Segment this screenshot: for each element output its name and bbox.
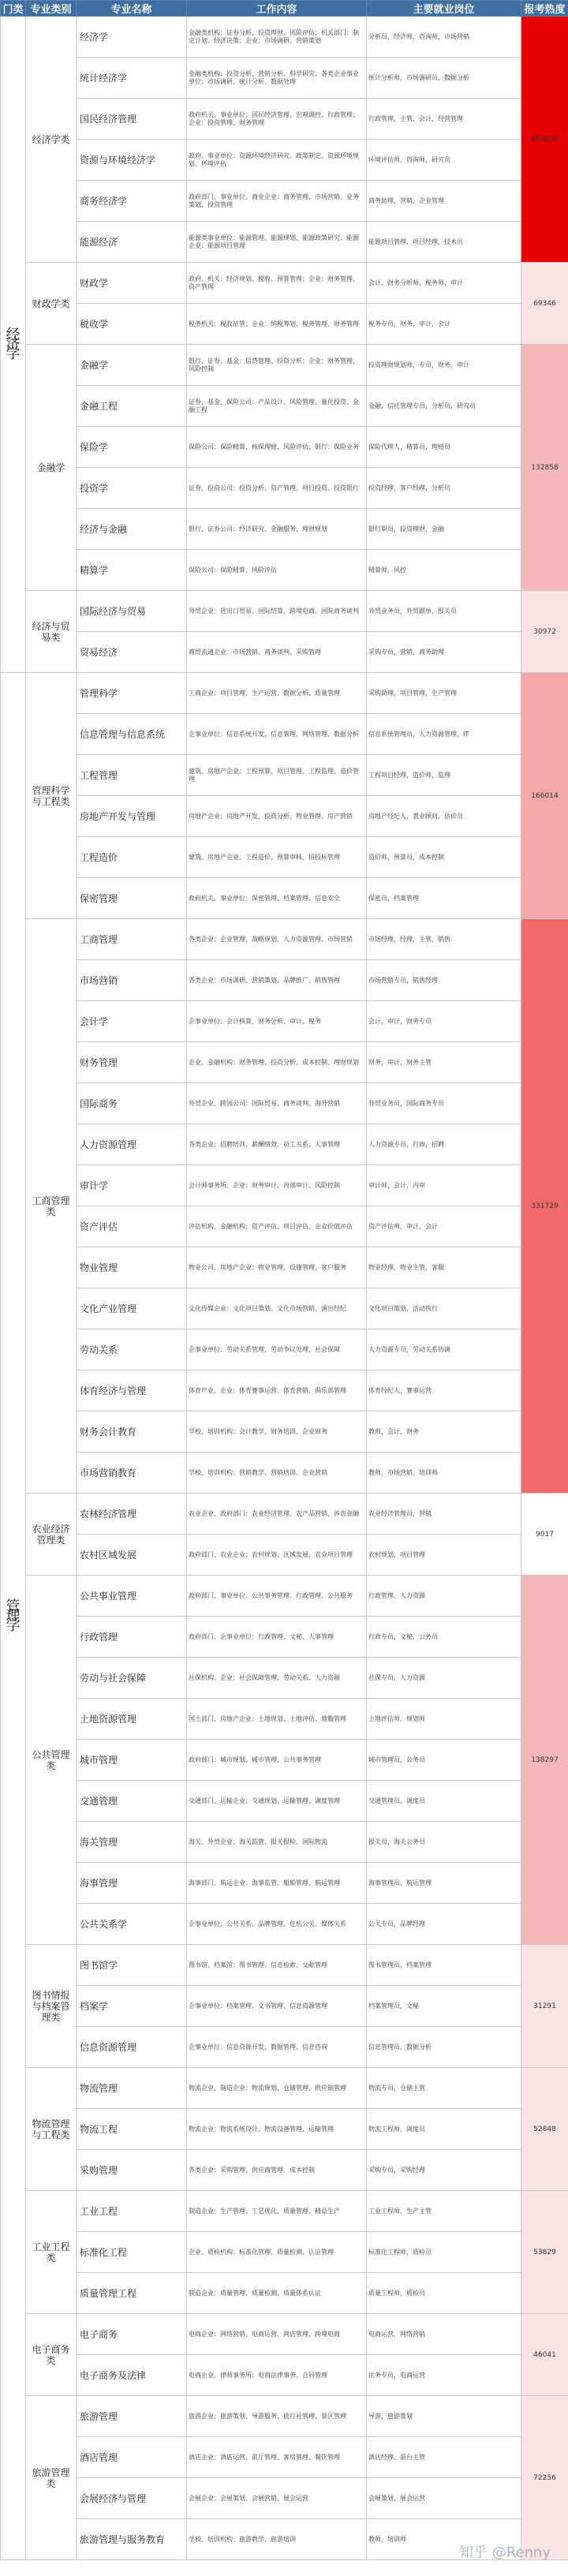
heat-cell: 30972 [521,591,568,673]
heat-cell: 464034 [521,17,568,263]
job-cell: 会计，审计，财务专员 [367,1001,521,1042]
work-cell: 政府部门、农业企业：农村规划、区域发展、农业项目管理 [187,1535,367,1576]
major-cell: 资产评估 [77,1206,187,1247]
job-cell: 投资经理，客户经理，分析员 [367,468,521,509]
job-cell: 统计分析师，市场调研员，数据分析 [367,58,521,99]
heat-cell: 52848 [521,2068,568,2191]
work-cell: 图书馆、档案馆：图书管理、信息检索、文献管理 [187,1945,367,1986]
work-cell: 体育产业、企业：体育赛事运营、体育营销、俱乐部管理 [187,1370,367,1411]
major-cell: 工业工程 [77,2191,187,2232]
major-cell: 城市管理 [77,1740,187,1781]
job-cell: 土地评估师，规划师 [367,1699,521,1740]
major-cell: 劳动关系 [77,1329,187,1370]
job-cell: 公关专员，品牌经理 [367,1904,521,1945]
job-cell: 保密员，档案管理 [367,878,521,919]
work-cell: 政府部门、事业单位、商业企业：商务管理、市场营销、业务策划、投资管理 [187,181,367,222]
work-cell: 物流企业、制造企业：物流规划、仓储管理、供应链管理 [187,2068,367,2109]
table-row [1,58,568,99]
work-cell: 制造企业：质量管理、质量检测、质量体系认证 [187,2273,367,2314]
major-cell: 旅游管理与服务教育 [77,2519,187,2560]
job-cell: 会计，财务分析师，税务师，审计 [367,263,521,304]
work-cell: 农业企业、政府部门：农业经济管理、农产品营销、涉农金融 [187,1494,367,1535]
table-row [1,1740,568,1781]
heat-cell: 132858 [521,345,568,591]
job-cell: 导游，旅游策划 [367,2396,521,2437]
job-cell: 教师，会计，财务 [367,1411,521,1453]
job-cell: 投资理财规划师，专员，财务，审计 [367,345,521,386]
table-row [1,1576,568,1617]
table-row [1,2150,568,2191]
major-cell: 保险学 [77,427,187,468]
job-cell: 物业经理，物业主管，客服 [367,1247,521,1288]
work-cell: 评估机构、金融机构：资产评估、项目评估、企业价值评估 [187,1206,367,1247]
job-cell: 资产评估师，审计，会计 [367,1206,521,1247]
job-cell: 标准化工程师，质检员 [367,2232,521,2273]
job-cell: 商务助理，营销，企业管理 [367,181,521,222]
work-cell: 企业、质检机构：标准化管理、质量检测、认证管理 [187,2232,367,2273]
work-cell: 政府部门：城市规划、城市管理、公共事务管理 [187,1740,367,1781]
job-cell: 环境评估师，咨询师，研究员 [367,140,521,181]
major-cell: 采购管理 [77,2150,187,2191]
table-row [1,837,568,878]
major-cell: 工程造价 [77,837,187,878]
job-cell: 能源项目管理，项目经理，技术员 [367,222,521,263]
major-cell: 旅游管理 [77,2396,187,2437]
job-cell: 社保专员，人力资源 [367,1658,521,1699]
table-row [1,509,568,550]
work-cell: 交通部门、运输企业：交通规划、运输管理、调度管理 [187,1781,367,1822]
major-cell: 体育经济与管理 [77,1370,187,1411]
work-cell: 金融类机构：证券分析、投资理财、风险评估；机关部门：制定计划、经济决策；企业：市场调研、营销策划 [187,17,367,58]
job-cell: 行政管理，人力资源 [367,1576,521,1617]
work-cell: 国土部门、房地产企业：土地规划、土地评估、地籍管理 [187,1699,367,1740]
work-cell: 物业公司、房地产企业：物业管理、设施管理、客户服务 [187,1247,367,1288]
major-cell: 土地资源管理 [77,1699,187,1740]
work-cell: 各类企业：采购管理、供应商管理、成本控制 [187,2150,367,2191]
major-cell: 会计学 [77,1001,187,1042]
table-row [1,1370,568,1411]
work-cell: 旅游企业：旅游策划、导游服务、旅行社管理、景区管理 [187,2396,367,2437]
major-cell: 商务经济学 [77,181,187,222]
major-cell: 国际经济与贸易 [77,591,187,632]
major-cell: 交通管理 [77,1781,187,1822]
table-row [1,1329,568,1370]
work-cell: 企事业单位：会计核算、财务分析、审计、税务 [187,1001,367,1042]
work-cell: 企事业单位：公共关系、品牌管理、危机公关、媒体关系 [187,1904,367,1945]
table-row [1,181,568,222]
job-cell: 会展策划，展会运营 [367,2478,521,2519]
table-row [1,2314,568,2355]
table-row [1,1411,568,1453]
job-cell: 教师，培训师 [367,2519,521,2560]
heat-cell: 69346 [521,263,568,345]
table-row [1,2273,568,2314]
job-cell: 物流工程师，调度员 [367,2109,521,2150]
major-cell: 金融工程 [77,386,187,427]
table-row [1,1904,568,1945]
job-cell: 信息管理员，数据分析 [367,2027,521,2068]
major-cell: 质量管理工程 [77,2273,187,2314]
header-major: 专业名称 [77,1,187,17]
table-row [1,99,568,140]
major-cell: 审计学 [77,1165,187,1206]
heat-cell: 31291 [521,1945,568,2068]
job-cell: 外贸业务员，国际商务专员 [367,1083,521,1124]
major-cell: 信息管理与信息系统 [77,714,187,755]
table-row [1,2396,568,2437]
table-row [1,1986,568,2027]
major-cell: 精算学 [77,550,187,591]
table-row [1,1165,568,1206]
heat-cell: 9017 [521,1494,568,1576]
job-cell: 保险代理人，精算员，理赔员 [367,427,521,468]
table-row [1,673,568,714]
category-cell: 金融学 [26,345,77,591]
major-cell: 物流工程 [77,2109,187,2150]
work-cell: 商贸流通企业：市场营销、商务谈判、采购管理 [187,632,367,673]
category-cell: 工业工程类 [26,2191,77,2314]
job-cell: 财务，审计，财务主管 [367,1042,521,1083]
major-cell: 国际商务 [77,1083,187,1124]
job-cell: 法务专员，电商运营 [367,2355,521,2396]
job-cell: 精算师，风控 [367,550,521,591]
job-cell: 体育经纪人，赛事运营 [367,1370,521,1411]
work-cell: 会展企业：会展策划、会展营销、展会运营 [187,2478,367,2519]
table-row [1,1699,568,1740]
table-row [1,2109,568,2150]
work-cell: 制造企业：生产管理、工艺优化、质量管理、精益生产 [187,2191,367,2232]
work-cell: 各类企业：招聘培训、薪酬绩效、员工关系、人事管理 [187,1124,367,1165]
table-row [1,1247,568,1288]
job-cell: 物流专员，仓储主管 [367,2068,521,2109]
work-cell: 外贸企业、跨国公司：国际贸易、商务谈判、海外营销 [187,1083,367,1124]
table-row [1,1658,568,1699]
major-cell: 国民经济管理 [77,99,187,140]
job-cell: 市场营销专员，销售经理 [367,960,521,1001]
work-cell: 海事部门、航运企业：海事监管、船舶管理、航运管理 [187,1863,367,1904]
table-row [1,1042,568,1083]
header-heat: 报考热度 [521,1,568,17]
major-cell: 劳动与社会保障 [77,1658,187,1699]
work-cell: 政府机关、事业单位：国民经济管理、宏观调控、行政管理；企业：投资管理、财务管理 [187,99,367,140]
job-cell: 信息系统管理员，人力资源管理，IT [367,714,521,755]
job-cell: 银行职员，投资理财，金融 [367,509,521,550]
header-work: 工作内容 [187,1,367,17]
table-row [1,2355,568,2396]
job-cell: 房地产经纪人，置业顾问，估价员 [367,796,521,837]
major-cell: 人力资源管理 [77,1124,187,1165]
header-category: 专业类别 [26,1,77,17]
work-cell: 学校、培训机构：旅游教学、旅游培训 [187,2519,367,2560]
work-cell: 房地产企业：房地产开发、投资分析、物业管理、房产营销 [187,796,367,837]
table-row [1,714,568,755]
job-cell: 文化项目策划，活动执行 [367,1288,521,1329]
work-cell: 政府、事业单位：资源环境经济研究、政策制定、资源环境规划、环境评估 [187,140,367,181]
category-cell: 工商管理类 [26,919,77,1494]
job-cell: 报关员，海关公务员 [367,1822,521,1863]
work-cell: 政府机关、事业单位：保密管理、档案管理、信息安全 [187,878,367,919]
heat-cell: 53829 [521,2191,568,2314]
table-row [1,2478,568,2519]
major-cell: 海关管理 [77,1822,187,1863]
work-cell: 学校、培训机构：会计教学、财务培训、企业财务 [187,1411,367,1453]
table-row [1,755,568,796]
job-cell: 人力资源专员，行政，招聘 [367,1124,521,1165]
work-cell: 会计师事务所、企业：财务审计、内部审计、风险控制 [187,1165,367,1206]
major-cell: 工商管理 [77,919,187,960]
table-row [1,1124,568,1165]
major-cell: 贸易经济 [77,632,187,673]
work-cell: 银行、证券、基金：信贷管理、投资分析；企业：财务管理、风险控制 [187,345,367,386]
job-cell: 审计师，会计，内审 [367,1165,521,1206]
table-row [1,878,568,919]
work-cell: 企业、金融机构：财务管理、投资分析、成本控制、理财规划 [187,1042,367,1083]
work-cell: 企事业单位：信息资源开发、数据管理、信息咨询 [187,2027,367,2068]
work-cell: 文化传媒企业：文化项目策划、文化市场营销、演出经纪 [187,1288,367,1329]
category-cell: 旅游管理类 [26,2396,77,2560]
major-cell: 公共事业管理 [77,1576,187,1617]
job-cell: 采购助理，项目管理，生产管理 [367,673,521,714]
work-cell: 金融类机构：投资分析、营销分析、科学研究；各类企业事业单位：市场调研、统计分析、数据处理 [187,58,367,99]
job-cell: 造价师，预算员，成本控制 [367,837,521,878]
door-cell: 管理学 [1,673,26,2560]
table-row [1,632,568,673]
table-row [1,1863,568,1904]
category-cell: 电子商务类 [26,2314,77,2396]
header-door: 门类 [1,1,26,17]
job-cell: 金融，信托管理专员，分析员，研究员 [367,386,521,427]
table-row [1,796,568,837]
table-row [1,1617,568,1658]
table-row [1,427,568,468]
table-row [1,960,568,1001]
major-cell: 财政学 [77,263,187,304]
table-row [1,2191,568,2232]
work-cell: 政府部门、事业单位：公共事务管理、行政管理、公共服务 [187,1576,367,1617]
job-cell: 行政专员，文秘，公务员 [367,1617,521,1658]
job-cell: 海事管理员，航运管理 [367,1863,521,1904]
major-cell: 能源经济 [77,222,187,263]
category-cell: 管理科学与工程类 [26,673,77,919]
heat-cell: 138297 [521,1576,568,1945]
work-cell: 保险公司：保险精算、风险评估 [187,550,367,591]
table-row [1,345,568,386]
major-cell: 经济与金融 [77,509,187,550]
major-cell: 会展经济与管理 [77,2478,187,2519]
table-row [1,919,568,960]
job-cell: 行政管理，主管，会计，经营管理 [367,99,521,140]
major-cell: 信息资源管理 [77,2027,187,2068]
work-cell: 企事业单位：劳动关系管理、劳动争议处理、社会保障 [187,1329,367,1370]
table-row [1,1083,568,1124]
major-cell: 经济学 [77,17,187,58]
work-cell: 工商企业：项目管理、生产运营、数据分析、质量管理 [187,673,367,714]
major-cell: 房地产开发与管理 [77,796,187,837]
major-cell: 工程管理 [77,755,187,796]
table-row [1,1535,568,1576]
table-row [1,386,568,427]
work-cell: 企事业单位：信息系统开发、信息管理、网络管理、数据分析 [187,714,367,755]
job-cell: 档案管理员，文秘 [367,1986,521,2027]
heat-cell: 166014 [521,673,568,919]
table-row [1,591,568,632]
job-cell: 酒店经理，前台主管 [367,2437,521,2478]
major-cell: 保密管理 [77,878,187,919]
work-cell: 税务机关：税收征管；企业：纳税筹划、税务管理、财务管理 [187,304,367,345]
table-row [1,2027,568,2068]
job-cell: 图书管理员，档案管理 [367,1945,521,1986]
work-cell: 海关、外贸企业：海关监管、报关报检、国际物流 [187,1822,367,1863]
major-cell: 电子商务及法律 [77,2355,187,2396]
door-cell: 经济学 [1,17,26,673]
major-cell: 物业管理 [77,1247,187,1288]
table-row [1,304,568,345]
work-cell: 酒店企业：酒店运营、前厅管理、客房管理、餐饮管理 [187,2437,367,2478]
job-cell: 农业经济管理员，营销 [367,1494,521,1535]
table-row [1,263,568,304]
major-cell: 物流管理 [77,2068,187,2109]
table-row [1,1822,568,1863]
category-cell: 经济与贸易类 [26,591,77,673]
category-cell: 公共管理类 [26,1576,77,1945]
major-cell: 农村区域发展 [77,1535,187,1576]
job-cell: 市场经理，经理，主管，销售 [367,919,521,960]
major-cell: 税收学 [77,304,187,345]
major-cell: 酒店管理 [77,2437,187,2478]
job-cell: 税务专员，财务，审计，会计 [367,304,521,345]
major-cell: 金融学 [77,345,187,386]
work-cell: 企事业单位：档案管理、文书管理、信息资源管理 [187,1986,367,2027]
category-cell: 图书情报与档案管理类 [26,1945,77,2068]
table-row [1,550,568,591]
header-job: 主要就业岗位 [367,1,521,17]
table-row [1,1494,568,1535]
heat-cell: 331729 [521,919,568,1494]
job-cell: 采购专员，营销，商务助理 [367,632,521,673]
job-cell: 人力资源专员，劳动关系协调 [367,1329,521,1370]
major-cell: 文化产业管理 [77,1288,187,1329]
job-cell: 质量工程师，质检员 [367,2273,521,2314]
job-cell: 城市管理员，公务员 [367,1740,521,1781]
work-cell: 政府、机关：经济规划、税收、预算管理；企业：财务管理、资产管理 [187,263,367,304]
major-cell: 管理科学 [77,673,187,714]
major-cell: 统计经济学 [77,58,187,99]
job-cell: 分析员，经济师，咨询师，市场营销 [367,17,521,58]
work-cell: 社保机构、企业：社会保障管理、劳动关系、人力资源 [187,1658,367,1699]
job-cell: 工业工程师，生产主管 [367,2191,521,2232]
major-cell: 公共关系学 [77,1904,187,1945]
major-cell: 电子商务 [77,2314,187,2355]
major-cell: 档案学 [77,1986,187,2027]
work-cell: 建筑、房地产企业：工程预算、项目管理、工程监理、造价管理 [187,755,367,796]
table-row [1,468,568,509]
table-row [1,2437,568,2478]
work-cell: 各类企业：市场调研、营销策划、品牌推广、销售管理 [187,960,367,1001]
work-cell: 外贸企业：进出口贸易、国际结算、跨境电商、国际商务谈判 [187,591,367,632]
work-cell: 学校、培训机构：营销教学、营销培训、企业营销 [187,1453,367,1494]
job-cell: 农村规划，项目管理 [367,1535,521,1576]
work-cell: 证券、基金、保险公司：产品设计、风险管理、量化投资、金融工程 [187,386,367,427]
major-cell: 资源与环境经济学 [77,140,187,181]
work-cell: 银行、证券公司：经济研究、金融服务、理财规划 [187,509,367,550]
job-cell: 教师，市场营销，培训师 [367,1453,521,1494]
major-cell: 农林经济管理 [77,1494,187,1535]
work-cell: 电商企业、律师事务所：电商法律事务、合同管理 [187,2355,367,2396]
table-row [1,1781,568,1822]
major-cell: 行政管理 [77,1617,187,1658]
major-cell: 市场营销 [77,960,187,1001]
work-cell: 建筑、房地产企业：工程造价、预算审核、招投标管理 [187,837,367,878]
category-cell: 财政学类 [26,263,77,345]
category-cell: 农业经济管理类 [26,1494,77,1576]
job-cell: 外贸业务员，外贸跟单，报关员 [367,591,521,632]
table-row [1,140,568,181]
table-row [1,1945,568,1986]
table-row [1,222,568,263]
table-row [1,2068,568,2109]
table-row [1,1288,568,1329]
table-row [1,1453,568,1494]
major-cell: 市场营销教育 [77,1453,187,1494]
job-cell: 工程项目经理，造价师，监理 [367,755,521,796]
job-cell: 采购专员，采购经理 [367,2150,521,2191]
table-row [1,1001,568,1042]
work-cell: 证券、投资公司：投资分析、资产管理、项目投资、投资银行 [187,468,367,509]
major-cell: 海事管理 [77,1863,187,1904]
major-cell: 财务管理 [77,1042,187,1083]
table-row [1,17,568,58]
category-cell: 经济学类 [26,17,77,263]
work-cell: 物流企业：物流系统设计、物流设备管理、运输管理 [187,2109,367,2150]
major-cell: 财务会计教育 [77,1411,187,1453]
major-cell: 投资学 [77,468,187,509]
job-cell: 交通管理员，调度员 [367,1781,521,1822]
work-cell: 各类企业：企业管理、战略规划、人力资源管理、市场营销 [187,919,367,960]
heat-cell: 72256 [521,2396,568,2560]
header-row [1,1,568,17]
table-row [1,2232,568,2273]
work-cell: 能源类事业单位：能源管理、能源规划、能源政策研究；能源企业：能源项目管理 [187,222,367,263]
work-cell: 保险公司：保险精算、核保理赔、风险评估；银行：保险业务 [187,427,367,468]
work-cell: 电商企业：网络营销、电商运营、网店管理、跨境电商 [187,2314,367,2355]
major-cell: 图书馆学 [77,1945,187,1986]
major-cell: 标准化工程 [77,2232,187,2273]
heat-cell: 46041 [521,2314,568,2396]
work-cell: 政府部门、企事业单位：行政管理、文秘、人事管理 [187,1617,367,1658]
watermark: 知乎 @Renny [459,2544,551,2561]
job-cell: 电商运营，网络营销 [367,2314,521,2355]
category-cell: 物流管理与工程类 [26,2068,77,2191]
table-row [1,1206,568,1247]
